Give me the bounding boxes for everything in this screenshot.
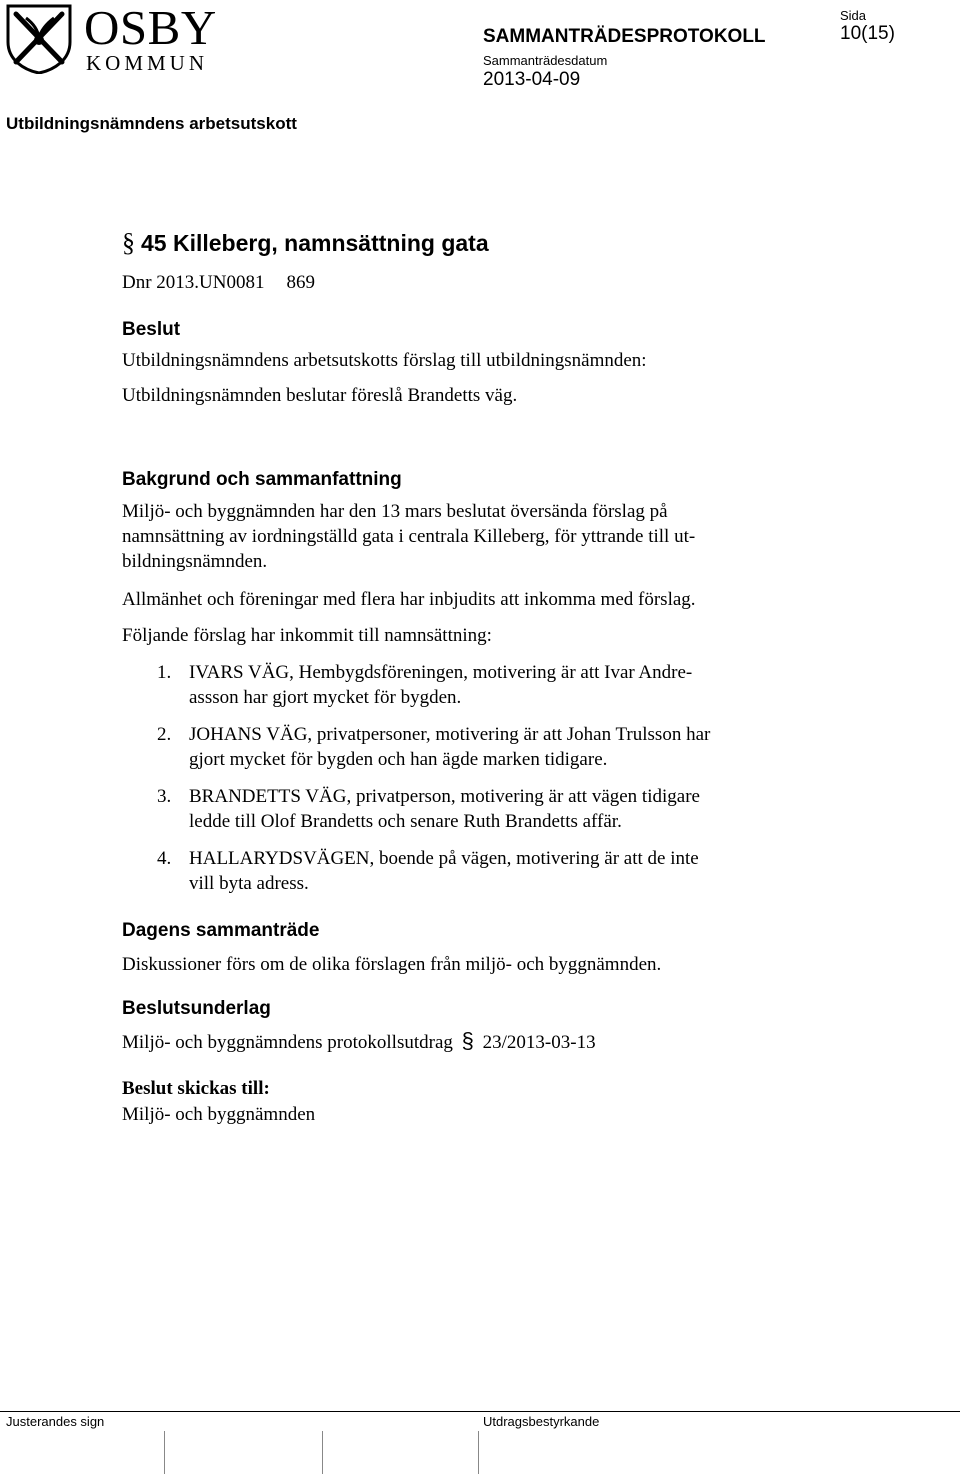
signature-box-divider bbox=[164, 1431, 165, 1474]
dagens-text: Diskussioner förs om de olika förslagen från miljö- och byggnämnden. bbox=[122, 954, 662, 975]
meeting-date-label: Sammanträdesdatum bbox=[483, 53, 608, 68]
proposal-line: ledde till Olof Brandetts och senare Ruth Brandetts affär. bbox=[189, 811, 622, 832]
bakgrund-line: namnsättning av iordningställd gata i centrala Killeberg, för yttrande till ut- bbox=[122, 526, 696, 547]
proposal-item bbox=[189, 784, 829, 834]
section-heading bbox=[122, 229, 489, 257]
document-type: SAMMANTRÄDESPROTOKOLL bbox=[483, 26, 766, 47]
beslutsunderlag-reference: 23/2013-03-13 bbox=[482, 1032, 596, 1053]
proposal-item bbox=[189, 846, 829, 896]
bakgrund-line: bildningsnämnden. bbox=[122, 551, 268, 572]
bakgrund-heading: Bakgrund och sammanfattning bbox=[122, 469, 402, 490]
proposal-item bbox=[189, 660, 829, 710]
dnr-code: 869 bbox=[286, 272, 315, 293]
proposal-line: assson har gjort mycket för bygden. bbox=[189, 687, 462, 708]
recipients-heading: Beslut skickas till: bbox=[122, 1078, 270, 1099]
utdragsbestyrkande-label: Utdragsbestyrkande bbox=[483, 1414, 600, 1429]
beslutsunderlag-source: Miljö- och byggnämndens protokollsutdrag bbox=[122, 1032, 453, 1053]
meeting-date: 2013-04-09 bbox=[483, 69, 581, 90]
bakgrund-line: Miljö- och byggnämnden har den 13 mars beslutat översända förslag på bbox=[122, 501, 668, 522]
proposal-line: vill byta adress. bbox=[189, 873, 309, 894]
beslut-line: Utbildningsnämndens arbetsutskotts förslag till utbildningsnämnden: bbox=[122, 350, 647, 371]
page-number: 10(15) bbox=[840, 23, 895, 44]
proposal-line: HALLARYDSVÄGEN, boende på vägen, motivering är att de inte bbox=[189, 848, 699, 869]
committee-name: Utbildningsnämndens arbetsutskott bbox=[6, 114, 297, 133]
beslutsunderlag-heading: Beslutsunderlag bbox=[122, 998, 271, 1019]
proposal-line: JOHANS VÄG, privatpersoner, motivering är att Johan Trulsson har bbox=[189, 724, 711, 745]
recipient: Miljö- och byggnämnden bbox=[122, 1104, 316, 1125]
diary-number bbox=[122, 270, 315, 295]
osby-coat-of-arms-icon bbox=[4, 4, 74, 74]
proposal-line: gjort mycket för bygden och han ägde marken tidigare. bbox=[189, 749, 608, 770]
signature-box-divider bbox=[478, 1431, 479, 1474]
proposal-item bbox=[189, 722, 829, 772]
proposal-number: 1. bbox=[157, 662, 172, 683]
paragraph-symbol: § bbox=[122, 228, 135, 257]
bakgrund-paragraph: Allmänhet och föreningar med flera har inbjudits att inkomma med förslag. bbox=[122, 589, 696, 610]
proposal-number: 3. bbox=[157, 786, 172, 807]
logo-wordmark: OSBY bbox=[84, 0, 217, 55]
proposal-number: 4. bbox=[157, 848, 172, 869]
proposal-line: IVARS VÄG, Hembygdsföreningen, motivering är att Ivar Andre- bbox=[189, 662, 693, 683]
logo-subtitle: KOMMUN bbox=[86, 51, 209, 75]
proposal-line: BRANDETTS VÄG, privatperson, motivering är att vägen tidigare bbox=[189, 786, 700, 807]
dagens-heading: Dagens sammanträde bbox=[122, 920, 320, 941]
bakgrund-paragraph: Följande förslag har inkommit till namnsättning: bbox=[122, 625, 492, 646]
beslutsunderlag-text bbox=[122, 1028, 596, 1055]
footer-divider bbox=[0, 1411, 960, 1412]
beslut-line: Utbildningsnämnden beslutar föreslå Brandetts väg. bbox=[122, 385, 518, 406]
justerandes-sign-label: Justerandes sign bbox=[6, 1414, 105, 1429]
beslut-heading: Beslut bbox=[122, 319, 181, 340]
page-label: Sida bbox=[840, 8, 867, 23]
section-title: 45 Killeberg, namnsättning gata bbox=[141, 230, 489, 256]
dnr: Dnr 2013.UN0081 bbox=[122, 272, 265, 293]
proposal-number: 2. bbox=[157, 724, 172, 745]
signature-box-divider bbox=[322, 1431, 323, 1474]
paragraph-symbol: § bbox=[461, 1028, 474, 1053]
